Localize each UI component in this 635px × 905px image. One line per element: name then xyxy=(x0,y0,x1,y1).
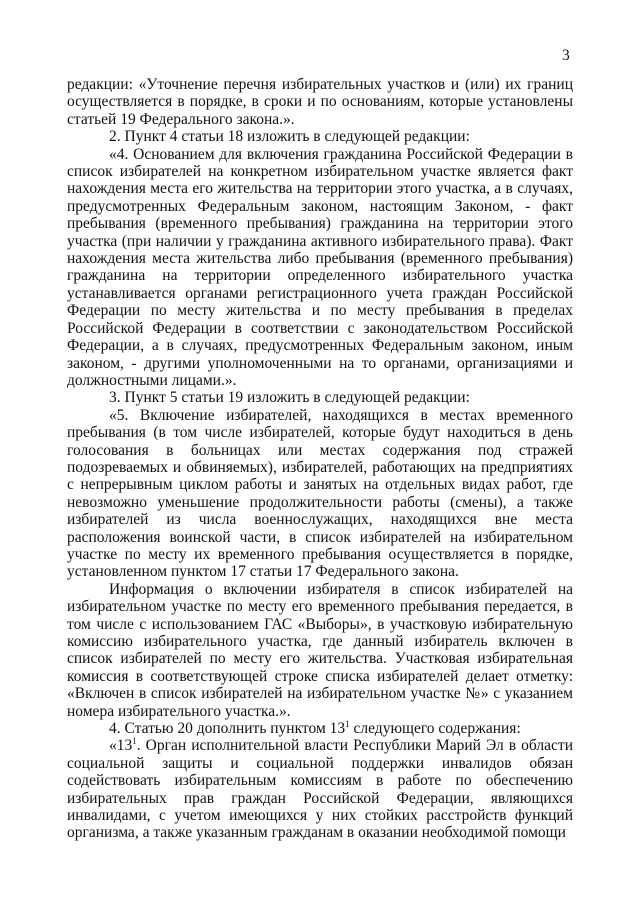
page-number: 3 xyxy=(562,47,570,64)
paragraph-7-text-after: следующего содержания: xyxy=(349,720,521,738)
paragraph-8-superscript: 1 xyxy=(132,736,137,747)
paragraph-8-text-before: «13 xyxy=(109,737,133,755)
paragraph-7-text-before: 4. Статью 20 дополнить пунктом 13 xyxy=(109,720,346,738)
document-body xyxy=(67,76,573,842)
paragraph-1: редакции: «Уточнение перечня избирательных участков и (или) их границ осуществляется в порядке, в сроки и по основаниям, которые установлены статьей 19 Федерального закона.». xyxy=(67,76,573,128)
paragraph-3: «4. Основанием для включения гражданина Российской Федерации в список избирателей на конкретном избирательном участке является факт нахождения места его жительства на территории этого участка, а в случаях, предусмотренных Федеральным законом, настоящим Законом, - факт пребывания (временного пребывания) гражданина на территории этого участка (при наличии у гражданина активного избирательного права). Факт нахождения места жительства либо пребывания (временного пребывания) гражданина на территории определенного избирательного участка устанавливается органами регистрационного учета граждан Российской Федерации по месту жительства и по месту пребывания в пределах Российской Федерации в соответствии с законодательством Российской Федерации, а в случаях, предусмотренных Федеральным законом, иным законом, - другими уполномоченными на то органами, организациями и должностными лицами.». xyxy=(67,145,573,389)
paragraph-7 xyxy=(67,720,573,737)
paragraph-4: 3. Пункт 5 статьи 19 изложить в следующей редакции: xyxy=(109,389,470,407)
paragraph-7-superscript: 1 xyxy=(345,719,350,730)
paragraph-2: 2. Пункт 4 статьи 18 изложить в следующей редакции: xyxy=(109,128,470,146)
paragraph-5: «5. Включение избирателей, находящихся в местах временного пребывания (в том числе избирателей, которые будут находиться в день голосования в больницах или местах содержания под стражей подозреваемых и обвиняемых), избирателей, работающих на предприятиях с непрерывным циклом работы и занятых на отдельных видах работ, где невозможно уменьшение продолжительности работы (смены), а также избирателей из числа военнослужащих, находящихся вне места расположения воинской части, в список избирателей на избирательном участке по месту их временного пребывания осуществляется в порядке, установленном пунктом 17 статьи 17 Федерального закона. xyxy=(67,406,573,581)
paragraph-8-text-after: . Орган исполнительной власти Республики Марий Эл в области социальной защиты и социальной поддержки инвалидов обязан содействовать избирательным комиссиям в работе по обеспечению избирательных прав граждан Российской Федерации, являющихся инвалидами, с учетом имеющихся у них стойких расстройств функций организма, а также указанным гражданам в оказании необходимой помощи xyxy=(67,737,573,842)
paragraph-8 xyxy=(67,737,573,841)
paragraph-6: Информация о включении избирателя в список избирателей на избирательном участке по месту его временного пребывания передается, в том числе с использованием ГАС «Выборы», в участковую избирательную комиссию избирательного участка, где данный избиратель включен в список избирателей по месту его жительства. Участковая избирательная комиссия в соответствующей строке списка избирателей делает отметку: «Включен в список избирателей на избирательном участке №» с указанием номера избирательного участка.». xyxy=(67,580,573,720)
